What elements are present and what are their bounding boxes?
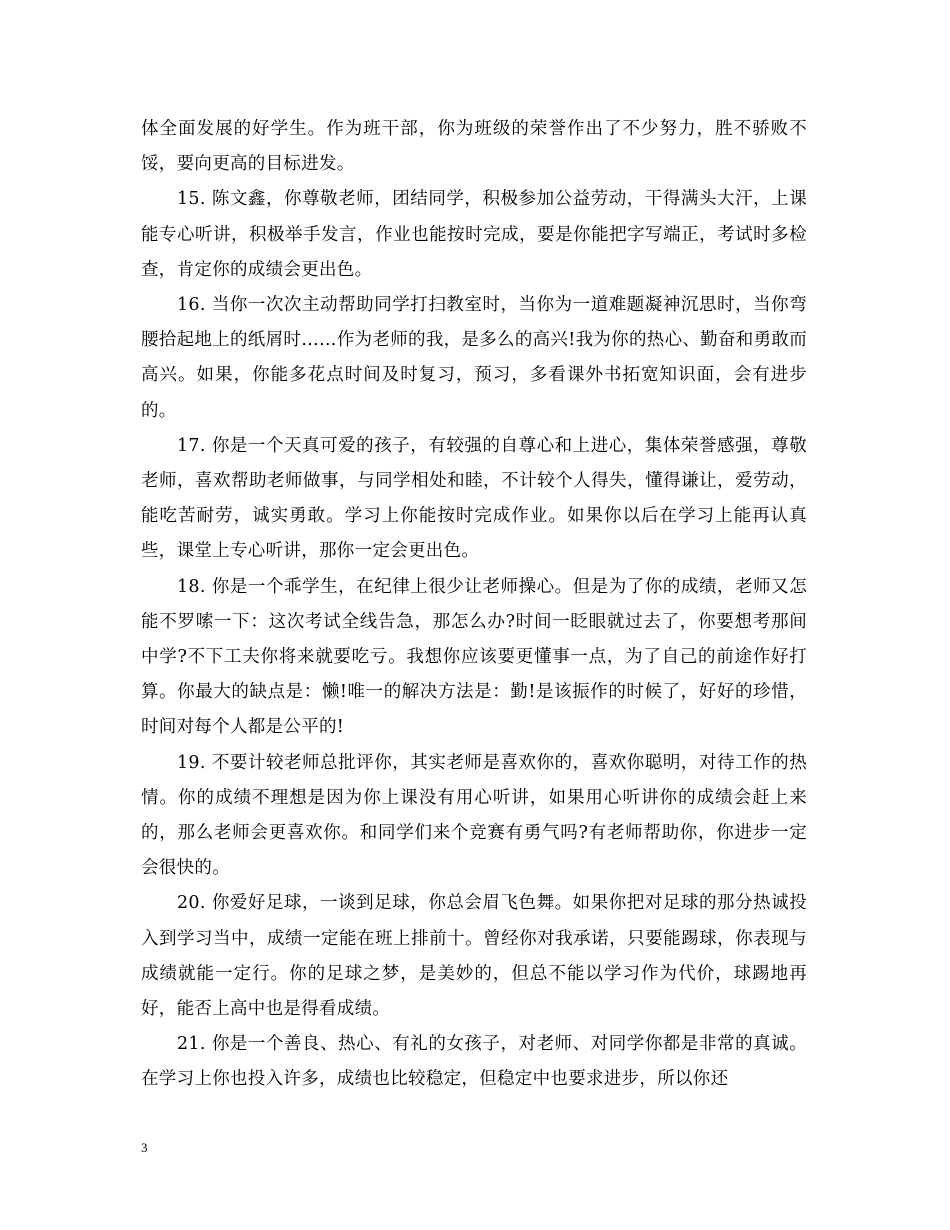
page-number: 3 <box>141 1140 148 1155</box>
paragraph-item-15: 15. 陈文鑫，你尊敬老师，团结同学，积极参加公益劳动，干得满头大汗，上课能专心听讲，积极举手发言，作业也能按时完成，要是你能把字写端正，考试时多检查，肯定你的成绩会更出色。 <box>141 189 807 280</box>
paragraph-item-16: 16. 当你一次次主动帮助同学打扫教室时，当你为一道难题凝神沉思时，当你弯腰拾起地上的纸屑时……作为老师的我，是多么的高兴!我为你的热心、勤奋和勇敢而高兴。如果，你能多花点时间及时复习，预习，多看课外书拓宽知识面，会有进步的。 <box>141 295 807 421</box>
paragraph-item-17: 17. 你是一个天真可爱的孩子，有较强的自尊心和上进心，集体荣誉感强，尊敬老师，喜欢帮助老师做事，与同学相处和睦，不计较个人得失，懂得谦让，爱劳动，能吃苦耐劳，诚实勇敢。学习上你能按时完成作业。如果你以后在学习上能再认真些，课堂上专心听讲，那你一定会更出色。 <box>141 435 807 562</box>
paragraph-item-21: 21. 你是一个善良、热心、有礼的女孩子，对老师、对同学你都是非常的真诚。在学习上你也投入许多，成绩也比较稳定，但稳定中也要求进步，所以你还 <box>141 1034 807 1090</box>
paragraph-item-18: 18. 你是一个乖学生，在纪律上很少让老师操心。但是为了你的成绩，老师又怎能不罗嗦一下：这次考试全线告急，那怎么办?时间一眨眼就过去了，你要想考那间中学?不下工夫你将来就要吃亏。我想你应该要更懂事一点，为了自己的前途作好打算。你最大的缺点是：懒!唯一的解决方法是：勤!是该振作的时候了，好好的珍惜，时间对每个人都是公平的! <box>141 576 807 738</box>
paragraph-item-20: 20. 你爱好足球，一谈到足球，你总会眉飞色舞。如果你把对足球的那分热诚投入到学习当中，成绩一定能在班上排前十。曾经你对我承诺，只要能踢球，你表现与成绩就能一定行。你的足球之梦，是美妙的，但总不能以学习作为代价，球踢地再好，能否上高中也是得看成绩。 <box>141 893 807 1020</box>
paragraph-continuation: 体全面发展的好学生。作为班干部，你为班级的荣誉作出了不少努力，胜不骄败不馁，要向更高的目标进发。 <box>141 119 807 175</box>
paragraph-item-19: 19. 不要计较老师总批评你，其实老师是喜欢你的，喜欢你聪明，对待工作的热情。你的成绩不理想是因为你上课没有用心听讲，如果用心听讲你的成绩会赶上来的，那么老师会更喜欢你。和同学们来个竞赛有勇气吗?有老师帮助你，你进步一定会很快的。 <box>141 752 807 879</box>
document-body <box>141 112 807 1098</box>
